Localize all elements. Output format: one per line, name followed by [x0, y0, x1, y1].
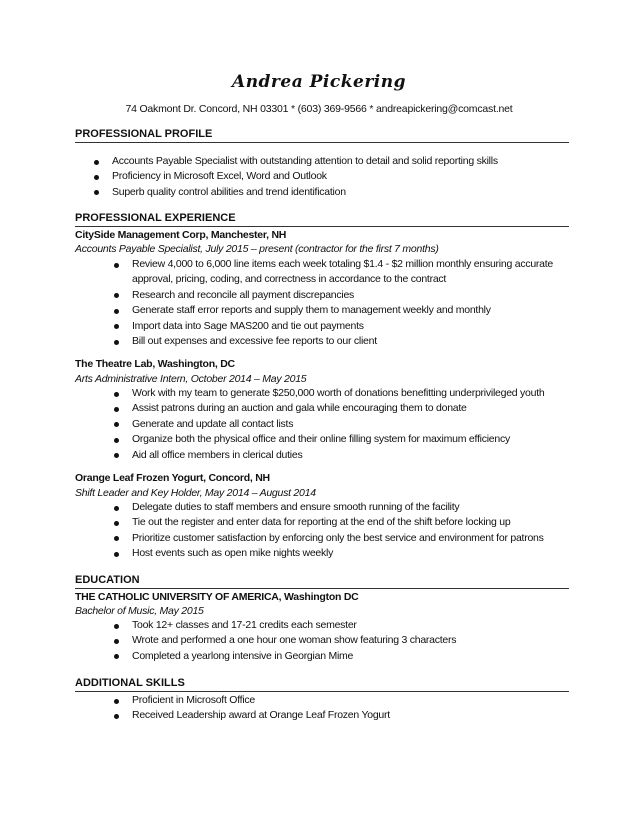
list-item: Import data into Sage MAS200 and tie out payments: [110, 319, 566, 334]
list-item: Host events such as open mike nights weekly: [110, 546, 590, 561]
employer-name: The Theatre Lab, Washington, DC: [75, 358, 235, 370]
list-item: Review 4,000 to 6,000 line items each week totaling $1.4 - $2 million monthly ensuring accurate approval, pricing, coding, and correctness in accordance to the contract: [110, 257, 566, 288]
list-item: Completed a yearlong intensive in Georgian Mime: [110, 649, 566, 664]
list-item: Proficient in Microsoft Office: [110, 693, 566, 708]
list-item: Generate and update all contact lists: [110, 417, 590, 432]
school-name: THE CATHOLIC UNIVERSITY OF AMERICA, Washington DC: [75, 591, 359, 603]
list-item: Took 12+ classes and 17-21 credits each semester: [110, 618, 566, 633]
section-title-skills: ADDITIONAL SKILLS: [75, 677, 569, 692]
job-role: Shift Leader and Key Holder, May 2014 – August 2014: [75, 487, 316, 499]
contact-line: 74 Oakmont Dr. Concord, NH 03301 * (603) 369-9566 * andreapickering@comcast.net: [125, 103, 513, 115]
employer-name: Orange Leaf Frozen Yogurt, Concord, NH: [75, 472, 270, 484]
profile-list: [90, 154, 570, 200]
list-item: Bill out expenses and excessive fee reports to our client: [110, 334, 566, 349]
education-bullets: [110, 618, 566, 664]
list-item: Tie out the register and enter data for reporting at the end of the shift before locking up: [110, 515, 590, 530]
job-bullets: [110, 386, 590, 463]
job-bullets: [110, 500, 590, 562]
list-item: Aid all office members in clerical duties: [110, 448, 590, 463]
list-item: Accounts Payable Specialist with outstanding attention to detail and solid reporting skills: [90, 154, 570, 169]
skills-bullets: [110, 693, 566, 724]
employer-name: CitySide Management Corp, Manchester, NH: [75, 229, 287, 241]
degree: Bachelor of Music, May 2015: [75, 605, 204, 617]
list-item: Prioritize customer satisfaction by enforcing only the best service and environment for patrons: [110, 531, 590, 546]
section-title-education: EDUCATION: [75, 574, 569, 589]
list-item: Work with my team to generate $250,000 worth of donations benefitting underprivileged youth: [110, 386, 590, 401]
list-item: Generate staff error reports and supply them to management weekly and monthly: [110, 303, 566, 318]
candidate-name: Andrea Pickering: [232, 72, 406, 92]
job-bullets: [110, 257, 566, 349]
list-item: Received Leadership award at Orange Leaf Frozen Yogurt: [110, 708, 566, 723]
section-title-experience: PROFESSIONAL EXPERIENCE: [75, 212, 569, 227]
list-item: Superb quality control abilities and trend identification: [90, 185, 570, 200]
section-title-profile: PROFESSIONAL PROFILE: [75, 128, 569, 143]
job-role: Accounts Payable Specialist, July 2015 – present (contractor for the first 7 months): [75, 243, 439, 255]
list-item: Delegate duties to staff members and ensure smooth running of the facility: [110, 500, 590, 515]
list-item: Wrote and performed a one hour one woman show featuring 3 characters: [110, 633, 566, 648]
list-item: Assist patrons during an auction and gala while encouraging them to donate: [110, 401, 590, 416]
list-item: Proficiency in Microsoft Excel, Word and Outlook: [90, 169, 570, 184]
list-item: Organize both the physical office and their online filling system for maximum efficiency: [110, 432, 590, 447]
job-role: Arts Administrative Intern, October 2014 – May 2015: [75, 373, 307, 385]
list-item: Research and reconcile all payment discrepancies: [110, 288, 566, 303]
